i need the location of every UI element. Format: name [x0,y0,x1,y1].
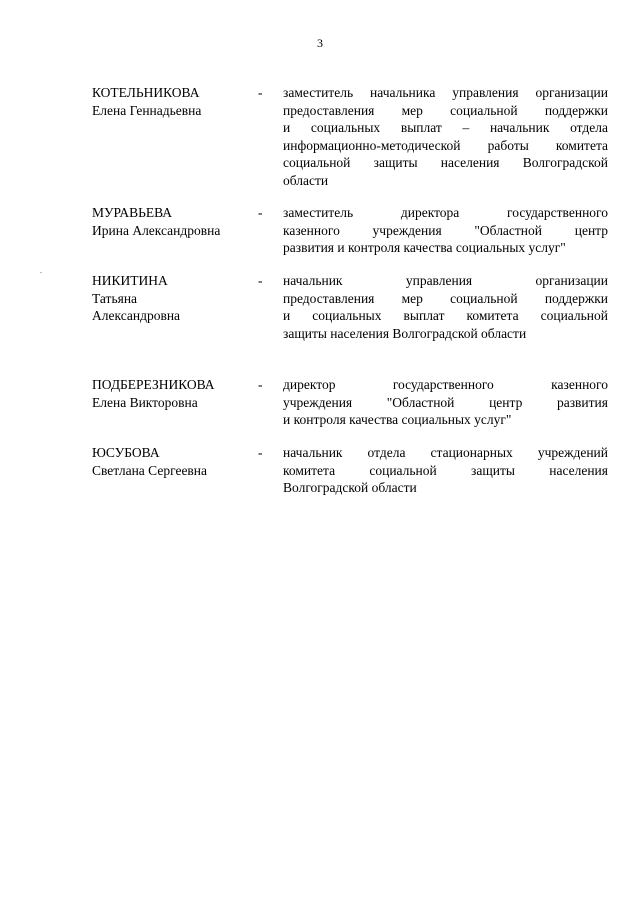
position-line: заместитель директора государственного [283,205,608,220]
position-line: директор государственного казенного [283,377,608,392]
person-name [92,444,252,479]
position-line: начальник отдела стационарных учреждений [283,445,608,460]
position-line: комитета социальной защиты населения [283,462,608,478]
person-name [92,204,252,239]
position-line: и контроля качества социальных услуг" [283,412,512,427]
position-line: предоставления мер социальной поддержки [283,102,608,118]
dash-separator: - [258,273,263,288]
position-description [283,444,608,497]
person-name [92,272,252,325]
dash-separator: - [258,205,263,220]
position-line: Волгоградской области [283,480,417,495]
dash-separator: - [258,377,263,392]
given-names: Елена Геннадьевна [92,102,202,118]
margin-mark [40,272,42,273]
given-names: Татьяна [92,290,138,306]
surname: МУРАВЬЕВА [92,205,172,220]
dash-separator: - [258,445,263,460]
position-line: учреждения "Областной центр развития [283,394,608,410]
position-line: развития и контроля качества социальных услуг" [283,240,566,255]
given-names: Светлана Сергеевна [92,462,208,478]
position-description [283,376,608,429]
position-line: защиты населения Волгоградской области [283,325,527,341]
position-description [283,204,608,257]
dash-separator: - [258,85,263,100]
position-line: казенного учреждения "Областной центр [283,222,608,238]
surname: ЮСУБОВА [92,445,160,460]
position-line: и социальных выплат – начальник отдела [283,120,608,135]
position-line: и социальных выплат комитета социальной [283,308,608,323]
page-number: 3 [317,36,323,50]
position-line: заместитель начальника управления организации [283,85,608,100]
position-line: социальной защиты населения Волгоградской [283,155,608,170]
person-name [92,84,252,119]
position-description [283,84,608,189]
given-names: Ирина Александровна [92,222,221,238]
surname: ПОДБЕРЕЗНИКОВА [92,377,215,392]
given-names: Елена Викторовна [92,394,198,410]
surname: КОТЕЛЬНИКОВА [92,85,200,100]
position-line: начальник управления организации [283,273,608,288]
patronymic: Александровна [92,308,181,323]
person-name [92,376,252,411]
position-description [283,272,608,342]
position-line: информационно-методической работы комитета [283,137,608,153]
surname: НИКИТИНА [92,273,168,288]
position-line: области [283,172,329,188]
position-line: предоставления мер социальной поддержки [283,290,608,306]
